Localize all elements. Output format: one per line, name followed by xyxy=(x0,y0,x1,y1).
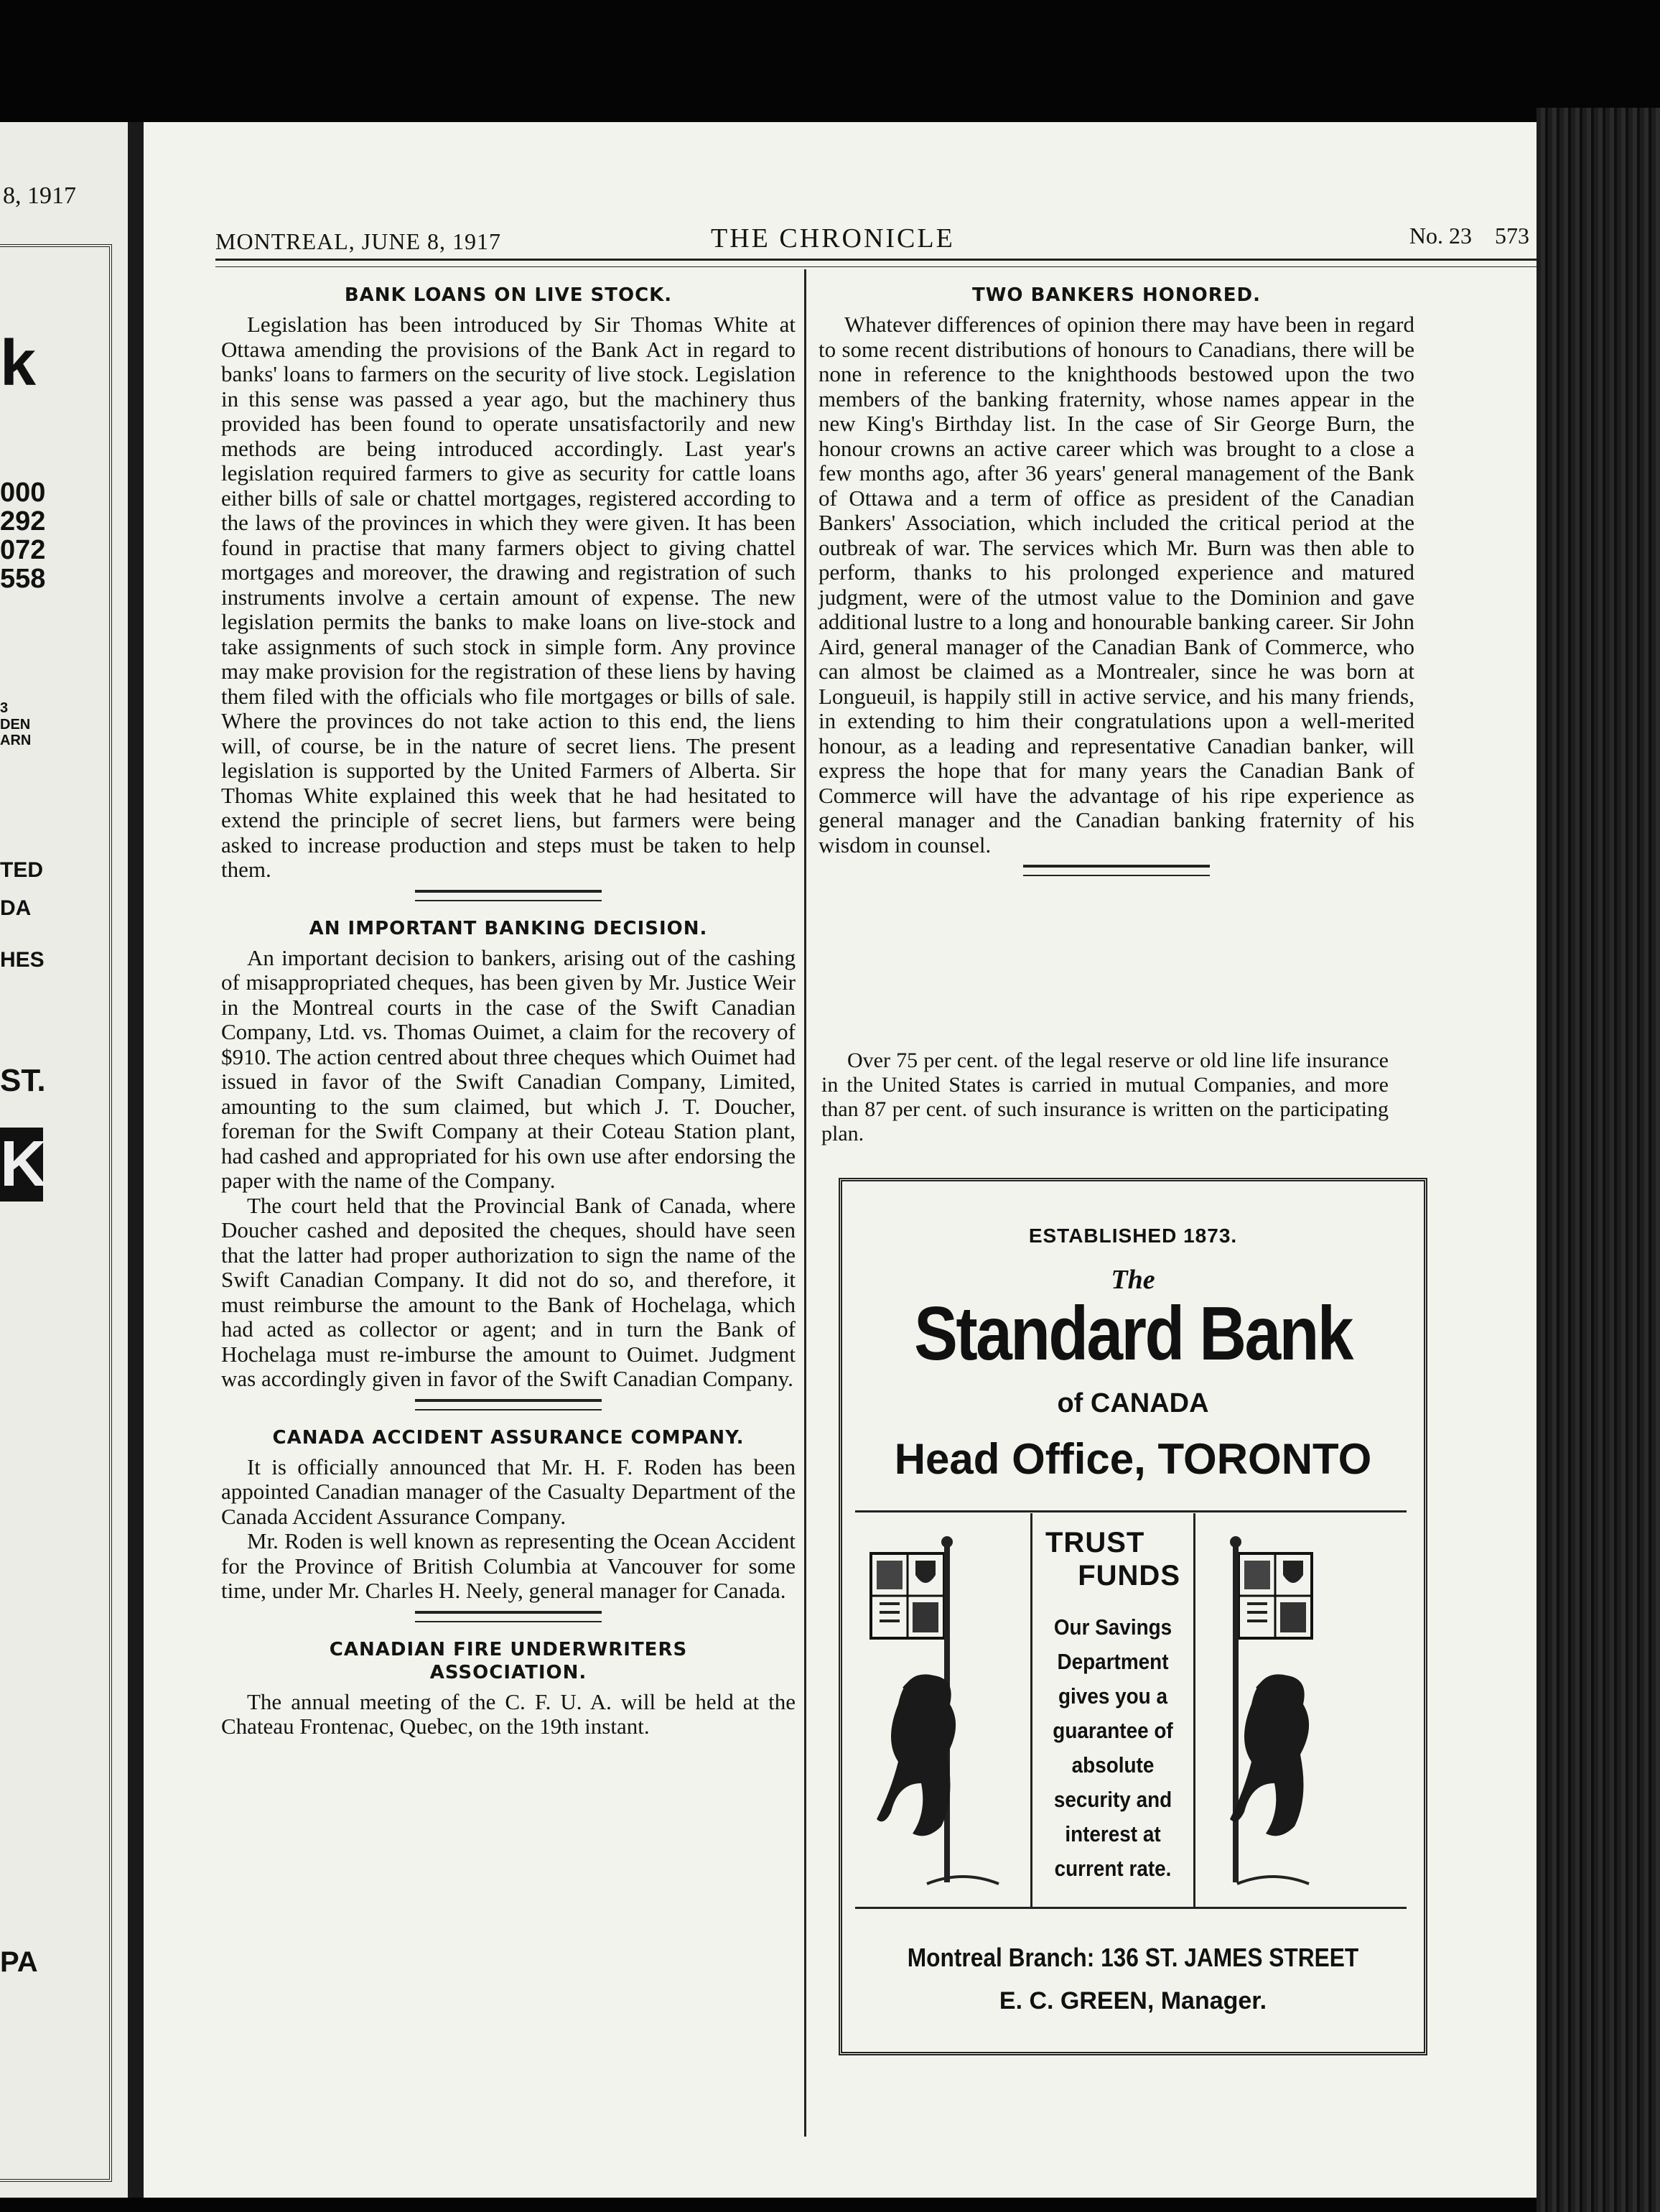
savings-line: Department xyxy=(1057,1649,1169,1674)
savings-line: security and xyxy=(1053,1787,1172,1812)
adjacent-page xyxy=(0,122,128,2198)
adjacent-fragment: PA xyxy=(0,1946,38,1978)
ad-head-office: Head Office, TORONTO xyxy=(894,1435,1372,1483)
page-header xyxy=(215,223,1537,259)
ad-bank-name: Standard Bank xyxy=(914,1291,1352,1376)
savings-text xyxy=(1040,1610,1185,1886)
savings-line: interest at xyxy=(1065,1821,1161,1846)
header-rule xyxy=(215,259,1537,267)
adjacent-fragment: TED xyxy=(0,858,43,882)
adjacent-fragment: 558 xyxy=(0,564,46,594)
article-title: CANADIAN FIRE UNDERWRITERS ASSOCIATION. xyxy=(329,1638,688,1683)
article-title: TWO BANKERS HONORED. xyxy=(972,284,1261,306)
ad-rule xyxy=(855,1907,1407,1909)
adjacent-fragment: ARN xyxy=(0,733,32,748)
trust-line: TRUST xyxy=(1045,1527,1145,1558)
ad-rule xyxy=(855,1510,1407,1512)
savings-line: guarantee of xyxy=(1053,1718,1173,1743)
adjacent-fragment: K xyxy=(0,1128,47,1200)
savings-line: absolute xyxy=(1071,1752,1155,1778)
book-edge xyxy=(1537,108,1660,2212)
ad-established: ESTABLISHED 1873. xyxy=(1028,1224,1238,1247)
newspaper-page xyxy=(144,122,1537,2198)
funds-line: FUNDS xyxy=(1078,1560,1180,1591)
section-rule xyxy=(415,890,602,901)
section-rule xyxy=(415,1399,602,1411)
article-body: It is officially announced that Mr. H. F. Roden has been appointed Canadian manager of the Casualty Department of the Canada Accident Assurance Company. xyxy=(221,1454,796,1529)
adjacent-fragment: 000 xyxy=(0,478,46,508)
article-title: AN IMPORTANT BANKING DECISION. xyxy=(309,917,708,939)
article-body: The annual meeting of the C. F. U. A. will be held at the Chateau Frontenac, Quebec, on the 19th instant. xyxy=(221,1688,796,1739)
lion-flag-crest-icon xyxy=(1223,1525,1395,1905)
column-divider xyxy=(804,269,806,2137)
ad-manager: E. C. GREEN, Manager. xyxy=(999,1987,1267,2014)
right-column xyxy=(819,284,1414,892)
article-title: CANADA ACCIDENT ASSURANCE COMPANY. xyxy=(272,1426,745,1449)
insurance-note: Over 75 per cent. of the legal reserve or old line life insurance in the United States is carried in mutual Companies, and more than 87 per cent. of such insurance is written on the participating plan. xyxy=(821,1049,1389,1146)
section-rule xyxy=(1023,865,1210,876)
article-body: The court held that the Provincial Bank of Canada, where Doucher cashed and deposited the cheques, should have seen that the latter had proper authorization to sign the name of the Swift Canadian Company. It did not do so, and therefore, it must reimburse the amount to the Bank of Hochelaga, which had acted as collector or agent; and in turn the Bank of Hochelaga must re-imburse the amount to Ouimet. Judgment was accordingly given in favor of the Swift Canadian Company. xyxy=(221,1192,796,1391)
ad-branch-address: Montreal Branch: 136 ST. JAMES STREET xyxy=(907,1943,1359,1972)
adjacent-fragment: DEN xyxy=(0,717,31,733)
article-body: Legislation has been introduced by Sir Thomas White at Ottawa amending the provisions of the Bank Act in regard to banks' loans to farmers on the security of live stock. Legislation in this sense was passed a year ago, but the machinery thus provided has been found to operate unsatisfactorily and new methods are being introduced accordingly. Last year's legislation required farmers to give as security for cattle loans either bills of sale or chattel mortgages, registered according to the laws of the provinces in which they were given. It has been found in practise that many farmers object to giving chattel mortgages and moreover, the drawing and registration of such instruments involve a certain amount of expense. The new legislation permits the banks to make loans on live-stock and take assignments of such stock in simple form. Any province may make provision for the registration of these liens by having them filed with the officials who file mortgages or bills of sale. Where the provinces do not take action to this end, the liens will, of course, be in the nature of secret liens. The present legislation is supported by the United Farmers of Alberta. Sir Thomas White explained this week that he had hesitated to extend the principle of secret liens, but farmers were being asked to increase production and steps must be taken to help them. xyxy=(221,312,796,882)
adjacent-fragment: DA xyxy=(0,896,32,920)
standard-bank-advertisement xyxy=(839,1178,1427,2055)
article-body: An important decision to bankers, arising out of the cashing of misappropriated cheques, has been given by Mr. Justice Weir in the Montreal courts in the case of the Swift Canadian Company, Ltd. vs. Thomas Ouimet, a claim for the recovery of $910. The action centred about three cheques which Ouimet had issued in favor of the Swift Canadian Company, Limited, amounting to the sum claimed, but which J. T. Doucher, foreman for the Swift Company at their Coteau Station plant, had cashed and appropriated for his own use after endorsing the paper with the name of the Company. xyxy=(221,944,796,1193)
savings-line: Our Savings xyxy=(1053,1614,1172,1640)
ad-the: The xyxy=(1111,1265,1155,1295)
lion-flag-crest-icon xyxy=(855,1525,1027,1905)
left-column xyxy=(221,284,796,1739)
ad-of-canada: of CANADA xyxy=(1057,1388,1209,1418)
binding-gutter xyxy=(128,122,144,2198)
savings-line: current rate. xyxy=(1054,1856,1172,1881)
issue-page-number: No. 23 573 xyxy=(1409,223,1529,248)
adjacent-fragment: HES xyxy=(0,948,45,972)
savings-line: gives you a xyxy=(1058,1683,1167,1709)
trust-funds-panel xyxy=(1030,1513,1195,1907)
adjacent-fragment: k xyxy=(0,327,37,399)
article-body: Mr. Roden is well known as representing the Ocean Accident for the Province of British Columbia at Vancouver for some time, under Mr. Charles H. Neely, general manager for Canada. xyxy=(221,1528,796,1603)
adjacent-fragment: 292 xyxy=(0,506,46,536)
article-title: BANK LOANS ON LIVE STOCK. xyxy=(344,284,673,306)
trust-funds-heading xyxy=(1032,1526,1193,1592)
publication-title: THE CHRONICLE xyxy=(711,223,955,254)
adjacent-page-date: 8, 1917 xyxy=(3,182,76,209)
article-body: Whatever differences of opinion there may have been in regard to some recent distributions of honours to Canadians, there will be none in reference to the knighthoods bestowed upon the two members of the banking fraternity, whose names appear in the new King's Birthday list. In the case of Sir George Burn, the honour crowns an active career which was brought to a close a few months ago, after 36 years' general management of the Bank of Ottawa and a term of office as president of the Canadian Bankers' Association, which included the critical period at the outbreak of war. The services which Mr. Burn was then able to perform, thanks to his prolonged experience and matured judgment, were of the utmost value to the Dominion and gave additional lustre to a long and honourable banking career. Sir John Aird, general manager of the Canadian Bank of Commerce, who can almost be claimed as a Montrealer, since he was born at Longueuil, is happily still in active service, and his many friends, in extending to him their congratulations upon a well-merited honour, as a leading and representative Canadian banker, will express the hope that for many years the Canadian Bank of Commerce will have the advantage of his ripe experience as general manager and the Canadian banking fraternity of his wisdom in counsel. xyxy=(819,312,1414,858)
section-rule xyxy=(415,1611,602,1622)
adjacent-fragment: ST. xyxy=(0,1063,46,1098)
adjacent-fragment: 3 xyxy=(0,700,9,716)
adjacent-fragment: 072 xyxy=(0,535,46,565)
header-dateline: MONTREAL, JUNE 8, 1917 xyxy=(215,228,501,254)
